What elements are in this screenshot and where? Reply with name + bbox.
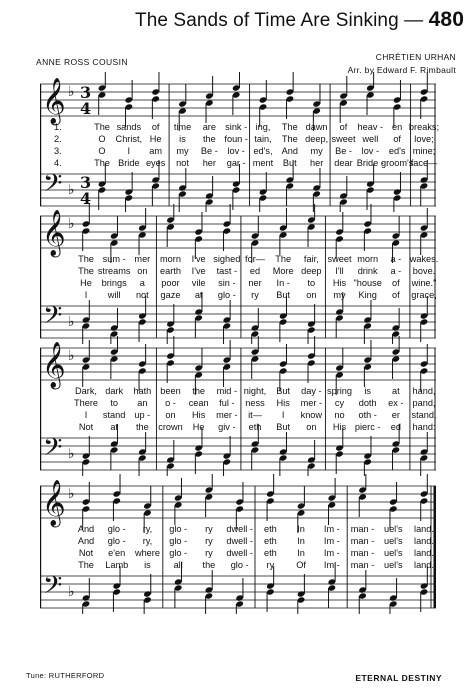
flat-sign-icon: ♭ bbox=[68, 584, 75, 600]
lyric-syllable: And bbox=[77, 524, 95, 534]
bass-staff bbox=[40, 433, 436, 470]
lyric-syllable: wakes. bbox=[409, 254, 439, 264]
lyric-syllable: lov - bbox=[361, 146, 380, 156]
lyric-syllable: dwell - bbox=[226, 536, 253, 546]
lyric-syllable: a bbox=[139, 278, 145, 288]
lyric-syllable: where bbox=[134, 548, 160, 558]
lyric-syllable: wine." bbox=[411, 278, 437, 288]
treble-clef-icon: 𝄞 bbox=[42, 78, 66, 124]
flat-sign-icon: ♭ bbox=[68, 446, 75, 462]
lyric-syllable: ry bbox=[205, 536, 213, 546]
lyric-syllable: glo - bbox=[107, 536, 126, 546]
lyric-syllable: it— bbox=[248, 410, 262, 420]
treble-staff bbox=[40, 78, 436, 126]
bass-clef-icon: 𝄢 bbox=[43, 433, 63, 468]
lyric-syllable: ing, bbox=[255, 122, 271, 132]
lyric-syllable: sink - bbox=[225, 122, 248, 132]
lyric-syllable: ex - bbox=[388, 398, 404, 408]
lyric-line bbox=[40, 410, 436, 422]
lyric-syllable: been bbox=[160, 386, 181, 396]
lyric-syllable: for— bbox=[245, 254, 265, 264]
flat-sign-icon: ♭ bbox=[68, 84, 75, 100]
lyric-syllable: His bbox=[276, 398, 290, 408]
lyric-line bbox=[40, 290, 436, 302]
lyric-syllable: land. bbox=[414, 536, 434, 546]
lyric-syllable: know bbox=[300, 410, 323, 420]
lyric-syllable: His bbox=[332, 278, 347, 288]
lyric-line bbox=[40, 560, 436, 572]
composer: CHRÉTIEN URHAN bbox=[375, 52, 456, 62]
flat-sign-icon: ♭ bbox=[68, 182, 75, 198]
lyric-syllable: ry bbox=[266, 560, 275, 570]
lyric-syllable: sands bbox=[116, 122, 142, 132]
lyric-syllable: o - bbox=[165, 398, 176, 408]
lyric-syllable: bove. bbox=[412, 266, 436, 276]
lyric-syllable: eth bbox=[263, 548, 277, 558]
lyric-syllable: And bbox=[281, 146, 299, 156]
lyric-syllable: uel's bbox=[383, 536, 403, 546]
lyric-syllable: her bbox=[202, 158, 216, 168]
lyric-line bbox=[40, 398, 436, 410]
lyric-syllable: uel's bbox=[383, 560, 403, 570]
lyric-syllable: King bbox=[358, 290, 377, 300]
lyric-syllable: I bbox=[84, 290, 88, 300]
lyric-syllable: streams bbox=[97, 266, 131, 276]
time-signature: 4 bbox=[80, 99, 92, 118]
lyric-syllable: glo - bbox=[169, 536, 188, 546]
verse-number: 4. bbox=[54, 158, 62, 168]
hymn-number: 480 bbox=[428, 8, 464, 31]
lyric-syllable: on bbox=[137, 266, 148, 276]
lyric-syllable: I've bbox=[191, 266, 206, 276]
lyric-syllable: sum - bbox=[102, 254, 126, 264]
lyric-syllable: vile bbox=[191, 278, 206, 288]
lyric-syllable: ry bbox=[205, 548, 213, 558]
lyric-syllable: poor bbox=[161, 278, 180, 288]
lyric-syllable: e'en bbox=[108, 548, 126, 558]
lyric-syllable: the bbox=[192, 386, 206, 396]
lyric-line bbox=[40, 122, 440, 134]
lyric-syllable: time bbox=[173, 122, 192, 132]
lyric-syllable: uel's bbox=[383, 524, 403, 534]
lyric-syllable: O bbox=[98, 146, 106, 156]
title-dash: — bbox=[404, 10, 424, 31]
lyric-syllable: land. bbox=[414, 548, 434, 558]
lyric-syllable: eyes bbox=[145, 158, 166, 168]
lyric-syllable: The bbox=[78, 560, 94, 570]
lyric-syllable: dark bbox=[105, 386, 124, 396]
lyric-syllable: dawn bbox=[305, 122, 328, 132]
lyric-syllable: ed bbox=[390, 422, 401, 432]
flat-sign-icon: ♭ bbox=[68, 314, 75, 330]
lyric-syllable: face— bbox=[410, 158, 438, 168]
tune-name: Tune: RUTHERFORD bbox=[26, 671, 105, 680]
lyric-syllable: grace, bbox=[411, 290, 437, 300]
lyric-syllable: up - bbox=[134, 410, 151, 420]
lyric-syllable: stand, bbox=[411, 410, 437, 420]
treble-clef-icon: 𝄞 bbox=[42, 342, 66, 388]
lyric-syllable: ry bbox=[251, 290, 259, 300]
lyric-syllable: man - bbox=[350, 524, 375, 534]
lyric-syllable: earth bbox=[160, 266, 181, 276]
hymn-title-row bbox=[0, 8, 464, 32]
lyric-syllable: Not bbox=[78, 548, 94, 558]
lyric-syllable: doth bbox=[358, 398, 377, 408]
lyric-syllable: hand, bbox=[412, 386, 436, 396]
lyric-syllable: not bbox=[176, 158, 189, 168]
lyric-syllable: not bbox=[135, 290, 149, 300]
lyric-syllable: His bbox=[332, 422, 347, 432]
lyric-syllable: at bbox=[110, 422, 118, 432]
lyricist: ANNE ROSS COUSIN bbox=[36, 57, 128, 67]
lyric-syllable: groom's bbox=[380, 158, 414, 168]
lyric-syllable: brings bbox=[101, 278, 127, 288]
lyric-syllable: In bbox=[297, 524, 305, 534]
lyric-syllable: mid - bbox=[216, 386, 238, 396]
lyric-line bbox=[40, 254, 439, 266]
lyric-syllable: Dark, bbox=[75, 386, 97, 396]
lyric-syllable: crown bbox=[158, 422, 183, 432]
lyric-syllable: stand bbox=[102, 410, 126, 420]
lyric-syllable: the bbox=[202, 560, 216, 570]
lyric-syllable: the bbox=[202, 134, 216, 144]
lyric-line bbox=[40, 524, 436, 536]
treble-staff bbox=[40, 342, 436, 390]
lyric-syllable: sighed bbox=[213, 254, 241, 264]
treble-staff bbox=[40, 210, 436, 258]
lyric-line bbox=[40, 536, 436, 548]
lyric-syllable: foun - bbox=[224, 134, 248, 144]
lyric-syllable: I'll bbox=[335, 266, 344, 276]
lyric-syllable: ment bbox=[252, 158, 274, 168]
lyric-syllable: is bbox=[179, 134, 186, 144]
lyric-syllable: Im - bbox=[323, 560, 340, 570]
lyric-syllable: Im - bbox=[323, 536, 340, 546]
lyric-syllable: Of bbox=[296, 560, 306, 570]
lyric-syllable: of bbox=[391, 278, 400, 288]
lyric-syllable: no bbox=[334, 410, 345, 420]
lyric-syllable: deep, bbox=[305, 134, 329, 144]
lyric-line bbox=[40, 386, 436, 398]
lyric-syllable: at bbox=[391, 386, 400, 396]
lyric-syllable: The bbox=[78, 266, 94, 276]
time-signature: 4 bbox=[80, 189, 92, 208]
lyric-syllable: the bbox=[135, 422, 149, 432]
flat-sign-icon: ♭ bbox=[68, 486, 75, 502]
lyric-syllable: on bbox=[165, 410, 176, 420]
lyric-syllable: ner bbox=[248, 278, 262, 288]
bass-clef-icon: 𝄢 bbox=[43, 169, 63, 204]
lyric-syllable: ful - bbox=[219, 398, 235, 408]
lyric-syllable: Not bbox=[78, 422, 94, 432]
lyric-syllable: tain, bbox=[254, 134, 272, 144]
lyric-syllable: morn bbox=[160, 254, 181, 264]
lyric-syllable: at bbox=[194, 290, 203, 300]
lyric-syllable: my bbox=[333, 290, 346, 300]
treble-clef-icon: 𝄞 bbox=[42, 210, 66, 256]
lyric-syllable: a - bbox=[390, 266, 402, 276]
lyric-line bbox=[40, 158, 436, 170]
lyric-syllable: en bbox=[392, 122, 403, 132]
lyric-syllable: dwell - bbox=[226, 548, 253, 558]
lyric-line bbox=[40, 548, 436, 560]
lyric-syllable: But bbox=[276, 386, 291, 396]
lyric-syllable: And bbox=[77, 536, 95, 546]
lyric-line bbox=[40, 278, 436, 290]
verse-number: 1. bbox=[54, 122, 62, 132]
lyric-syllable: I've bbox=[191, 254, 206, 264]
lyric-syllable: er bbox=[391, 410, 400, 420]
lyric-syllable: pand, bbox=[412, 398, 436, 408]
lyric-syllable: pierc - bbox=[354, 422, 381, 432]
lyric-syllable: mine; bbox=[412, 146, 436, 156]
lyric-syllable: His bbox=[192, 410, 206, 420]
time-signature: 3 bbox=[80, 173, 92, 192]
lyric-syllable: The bbox=[281, 134, 298, 144]
lyric-syllable: But bbox=[282, 158, 297, 168]
lyric-syllable: well bbox=[362, 134, 379, 144]
lyric-line bbox=[40, 146, 436, 158]
lyric-syllable: I bbox=[84, 410, 88, 420]
lyric-syllable: But bbox=[276, 422, 291, 432]
lyric-syllable: spring bbox=[326, 386, 353, 396]
lyric-line bbox=[40, 422, 436, 434]
lyric-syllable: am bbox=[149, 146, 163, 156]
lyric-syllable: to bbox=[307, 278, 316, 288]
lyric-syllable: hand: bbox=[412, 422, 436, 432]
lyric-syllable: He bbox=[149, 134, 162, 144]
lyric-syllable: Be - bbox=[335, 146, 352, 156]
lyric-syllable: glo - bbox=[230, 560, 249, 570]
lyric-syllable: O bbox=[98, 134, 106, 144]
verse-number: 2. bbox=[54, 134, 62, 144]
lyric-syllable: uel's bbox=[383, 548, 403, 558]
lyric-syllable: heav - bbox=[357, 122, 384, 132]
lyric-syllable: ry, bbox=[142, 536, 153, 546]
lyric-syllable: Bride - bbox=[356, 158, 384, 168]
lyric-syllable: mer - bbox=[300, 398, 323, 408]
lyric-syllable: oth - bbox=[358, 410, 377, 420]
lyric-syllable: More bbox=[272, 266, 294, 276]
lyric-syllable: sin - bbox=[218, 278, 236, 288]
lyric-syllable: gar - bbox=[226, 158, 246, 168]
lyric-syllable: The bbox=[78, 254, 94, 264]
lyric-syllable: I bbox=[281, 410, 285, 420]
lyric-syllable: on bbox=[306, 290, 317, 300]
lyric-syllable: lov - bbox=[227, 146, 245, 156]
bass-clef-icon: 𝄢 bbox=[43, 571, 63, 606]
lyric-syllable: my bbox=[176, 146, 189, 156]
lyric-syllable: her bbox=[310, 158, 324, 168]
lyric-syllable: ed's bbox=[388, 146, 406, 156]
lyric-syllable: sweet bbox=[331, 134, 356, 144]
lyric-syllable: eth bbox=[248, 422, 262, 432]
lyric-syllable: cean bbox=[188, 398, 209, 408]
lyric-syllable: The bbox=[94, 158, 110, 168]
lyric-syllable: glo - bbox=[169, 524, 188, 534]
lyric-syllable: night, bbox=[243, 386, 267, 396]
lyric-syllable: eth bbox=[263, 524, 277, 534]
hymn-title: The Sands of Time Are Sinking bbox=[135, 10, 399, 31]
treble-clef-icon: 𝄞 bbox=[42, 480, 66, 526]
lyric-syllable: fair, bbox=[303, 254, 319, 264]
lyric-syllable: morn bbox=[357, 254, 379, 264]
lyric-syllable: "house bbox=[353, 278, 382, 288]
lyric-syllable: tast - bbox=[216, 266, 238, 276]
lyric-syllable: drink bbox=[357, 266, 378, 276]
lyric-syllable: But bbox=[276, 290, 291, 300]
lyric-syllable: of bbox=[393, 134, 401, 144]
lyric-syllable: sweet bbox=[327, 254, 352, 264]
lyric-syllable: The bbox=[94, 122, 110, 132]
lyric-syllable: mer bbox=[134, 254, 151, 264]
lyric-syllable: of bbox=[391, 290, 400, 300]
lyric-syllable: breaks; bbox=[408, 122, 440, 132]
lyric-syllable: my bbox=[310, 146, 323, 156]
lyric-syllable: man - bbox=[350, 548, 375, 558]
lyric-syllable: to bbox=[110, 398, 118, 408]
lyric-syllable: of bbox=[151, 122, 160, 132]
lyric-syllable: an bbox=[137, 398, 148, 408]
lyric-syllable: is bbox=[364, 386, 371, 396]
bass-staff bbox=[40, 301, 436, 338]
lyric-syllable: is bbox=[144, 560, 151, 570]
lyric-syllable: man - bbox=[350, 536, 375, 546]
lyric-syllable: all bbox=[173, 560, 183, 570]
lyric-syllable: glo - bbox=[107, 524, 126, 534]
flat-sign-icon: ♭ bbox=[68, 348, 75, 364]
verse-number: 3. bbox=[54, 146, 62, 156]
lyric-syllable: He bbox=[192, 422, 205, 432]
lyric-syllable: I bbox=[127, 146, 131, 156]
lyric-syllable: man - bbox=[350, 560, 375, 570]
lyric-syllable: eth bbox=[263, 536, 277, 546]
lyric-syllable: glo - bbox=[217, 290, 236, 300]
lyric-syllable: Bride bbox=[118, 158, 140, 168]
lyric-syllable: ed bbox=[249, 266, 261, 276]
lyric-syllable: He bbox=[80, 278, 92, 288]
lyric-syllable: love; bbox=[414, 134, 434, 144]
lyric-syllable: mer - bbox=[216, 410, 238, 420]
lyric-syllable: dear bbox=[334, 158, 353, 168]
lyric-syllable: glo - bbox=[169, 548, 188, 558]
lyric-syllable: In bbox=[297, 536, 305, 546]
lyric-syllable: The bbox=[275, 254, 292, 264]
lyric-syllable: In bbox=[297, 548, 305, 558]
lyric-syllable: Im - bbox=[323, 524, 340, 534]
lyric-syllable: dwell - bbox=[226, 524, 253, 534]
lyric-syllable: a - bbox=[390, 254, 402, 264]
lyric-syllable: day - bbox=[301, 386, 322, 396]
lyric-line bbox=[40, 134, 436, 146]
lyric-syllable: The bbox=[281, 122, 298, 132]
arranger: Arr. by Edward F. Rimbault bbox=[347, 65, 456, 75]
topic-label: ETERNAL DESTINY bbox=[355, 673, 442, 683]
lyric-syllable: ed's, bbox=[253, 146, 273, 156]
lyric-syllable: are bbox=[202, 122, 216, 132]
lyric-syllable: Christ, bbox=[115, 134, 143, 144]
lyric-syllable: deep bbox=[301, 266, 322, 276]
lyric-syllable: on bbox=[306, 422, 317, 432]
lyric-syllable: giv - bbox=[218, 422, 236, 432]
time-signature: 3 bbox=[80, 83, 92, 102]
lyric-syllable: hath bbox=[133, 386, 152, 396]
lyric-syllable: will bbox=[107, 290, 121, 300]
lyric-syllable: Lamb bbox=[105, 560, 129, 570]
lyric-line bbox=[40, 266, 436, 278]
lyric-syllable: Im - bbox=[323, 548, 340, 558]
lyric-syllable: land. bbox=[414, 524, 434, 534]
lyric-syllable: of bbox=[339, 122, 348, 132]
lyric-syllable: ry bbox=[205, 524, 213, 534]
lyric-syllable: ness bbox=[245, 398, 265, 408]
lyric-syllable: gaze bbox=[160, 290, 181, 300]
lyric-syllable: There bbox=[73, 398, 99, 408]
flat-sign-icon: ♭ bbox=[68, 216, 75, 232]
lyric-syllable: In - bbox=[276, 278, 290, 288]
lyric-syllable: cy bbox=[334, 398, 345, 408]
bass-clef-icon: 𝄢 bbox=[43, 301, 63, 336]
lyric-syllable: ry, bbox=[142, 524, 153, 534]
lyric-syllable: land. bbox=[414, 560, 434, 570]
lyric-syllable: Be - bbox=[200, 146, 218, 156]
